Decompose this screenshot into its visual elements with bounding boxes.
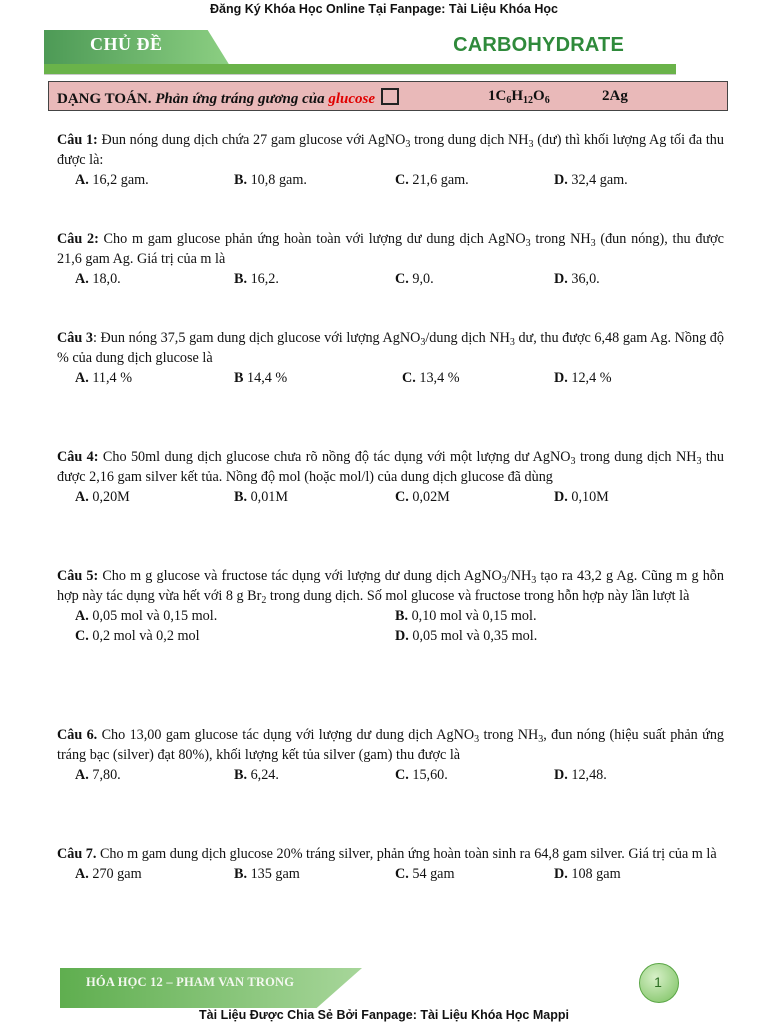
footer-note: Tài Liệu Được Chia Sẻ Bởi Fanpage: Tài Liệu Khóa Học Mappi [199, 1008, 569, 1022]
header-note: Đăng Ký Khóa Học Online Tại Fanpage: Tài Liệu Khóa Học [210, 2, 558, 16]
options [57, 269, 724, 289]
options [57, 864, 724, 884]
footer-label: HÓA HỌC 12 – PHAM VAN TRONG [86, 975, 295, 989]
options [57, 606, 724, 626]
page-number: 1 [654, 974, 662, 990]
question-text: Câu 6. Cho 13,00 gam glucose tác dụng với lượng dư dung dịch AgNO$_3$ trong $NH_3$, đun nóng (hiệu suất phản ứng tráng bạc (silver) đạt 80%), khối lượng kết tủa silver (gam) thu được là [57, 727, 725, 763]
arrow-box-icon [381, 88, 399, 105]
question-2 [57, 229, 724, 289]
option-a: A. 18,0. [75, 271, 121, 287]
option-b: B. 6,24. [234, 767, 279, 783]
options [57, 765, 724, 785]
options [57, 626, 724, 646]
section-heading [57, 88, 399, 108]
option-c: C. 9,0. [395, 271, 434, 287]
option-c: C. 15,60. [395, 767, 448, 783]
option-a: A. 7,80. [75, 767, 121, 783]
question-3 [57, 328, 724, 388]
option-a: A. 16,2 gam. [75, 172, 149, 188]
question-5 [57, 566, 724, 646]
question-6 [57, 725, 724, 785]
question-text: Câu 7. Cho m gam dung dịch glucose 20% tráng silver, phản ứng hoàn toàn sinh ra 64,8 gam silver. Giá trị của m là [57, 846, 717, 862]
option-b: B 14,4 % [234, 370, 288, 386]
topic-title: CARBOHYDRATE [453, 34, 624, 56]
option-c: C. 13,4 % [402, 370, 460, 386]
topic-label: CHỦ ĐỀ [90, 34, 163, 54]
options [57, 170, 724, 190]
formula: $1C_6H_{12}O_6$ [488, 88, 550, 106]
question-4 [57, 447, 724, 507]
question-1 [57, 130, 724, 190]
option-d: D. 36,0. [554, 271, 600, 287]
question-7 [57, 844, 724, 884]
option-a: A. 0,20M [75, 489, 130, 505]
option-a: A. 11,4 % [75, 370, 133, 386]
option-d: D. 32,4 gam. [554, 172, 628, 188]
question-text: Câu 4: Cho 50ml dung dịch glucose chưa rõ nồng độ tác dụng với một lượng dư AgNO$_3$ trong dung dịch $NH_3$ thu được 2,16 gam silver kết tủa. Nồng độ mol (hoặc mol/l) của dung dịch glucose đã dùng [57, 449, 724, 485]
option-a: A. 0,05 mol và 0,15 mol. [75, 608, 218, 624]
option-a: A. 270 gam [75, 866, 142, 882]
option-b: B. 135 gam [234, 866, 300, 882]
question-text: Câu 2: Cho m gam glucose phản ứng hoàn toàn với lượng dư dung dịch AgNO$_3$ trong $NH_3$ (đun nóng), thu được 21,6 gam Ag. Giá trị của m là [57, 231, 724, 267]
option-c: C. 0,2 mol và 0,2 mol [75, 628, 200, 644]
header-rule [44, 64, 676, 74]
options [57, 487, 724, 507]
option-c: C. 54 gam [395, 866, 455, 882]
option-d: D. 0,10M [554, 489, 609, 505]
question-text: Câu 1: Đun nóng dung dịch chứa 27 gam glucose với AgNO$_3$ trong dung dịch $NH_3$ (dư) thì khối lượng Ag tối đa thu được là: [57, 132, 724, 168]
options [57, 368, 724, 388]
option-d: D. 12,4 % [554, 370, 612, 386]
question-text: Câu 3: Đun nóng 37,5 gam dung dịch glucose với lượng AgNO$_3$/dung dịch $NH_3$ dư, thu được 6,48 gam Ag. Nồng độ % của dung dịch glucose là [57, 330, 724, 366]
section-label: DẠNG TOÁN. [57, 91, 152, 107]
option-b: B. 0,01M [234, 489, 289, 505]
header-thin-rule [44, 74, 676, 75]
option-c: C. 0,02M [395, 489, 450, 505]
option-d: D. 108 gam [554, 866, 621, 882]
section-highlight: glucose [328, 91, 376, 107]
section-desc: Phản ứng tráng gương của [155, 91, 325, 107]
option-d: D. 12,48. [554, 767, 607, 783]
section-heading-box [48, 81, 728, 111]
option-c: C. 21,6 gam. [395, 172, 469, 188]
option-d: D. 0,05 mol và 0,35 mol. [395, 628, 538, 644]
reaction-product: 2Ag [602, 88, 628, 104]
option-b: B. 0,10 mol và 0,15 mol. [395, 608, 537, 624]
option-b: B. 16,2. [234, 271, 279, 287]
option-b: B. 10,8 gam. [234, 172, 307, 188]
question-text: Câu 5: Cho m g glucose và fructose tác dụng với lượng dư dung dịch $AgNO_3/NH_3$ tạo ra 43,2 g Ag. Cũng m g hỗn hợp này tác dụng vừa hết với 8 g $Br_2$ trong dung dịch. Số mol glucose và fructose trong hỗn hợp này lần lượt là [57, 568, 724, 606]
